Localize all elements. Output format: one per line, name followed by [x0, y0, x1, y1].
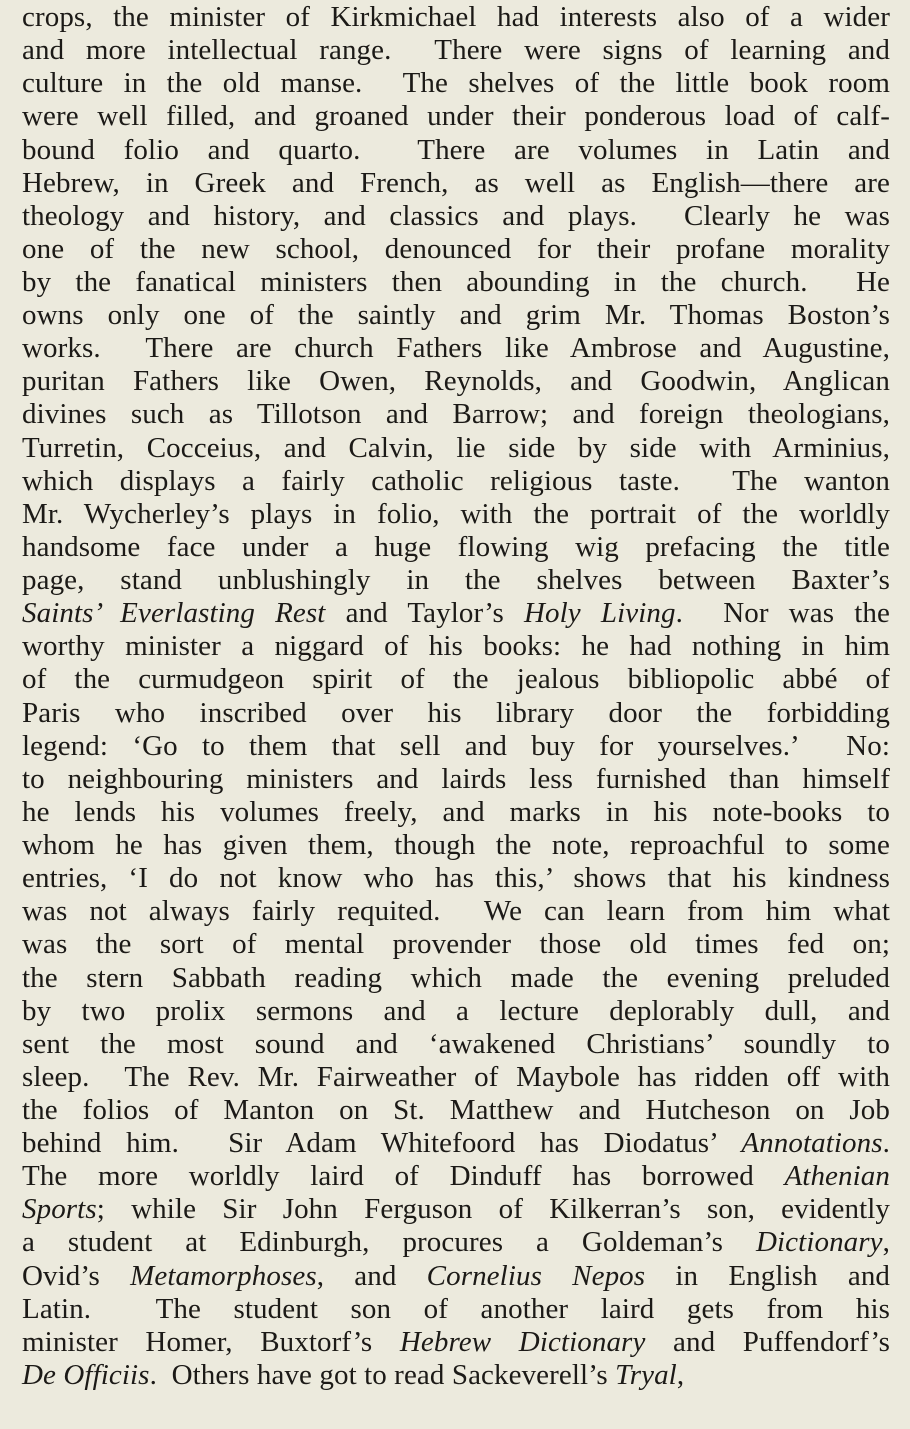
- text-run: in English and: [645, 1259, 891, 1292]
- text-line: [22, 928, 890, 961]
- text-run: was not always fairly requited. We can learn from him what: [22, 895, 890, 928]
- italic-title: Holy Living: [523, 597, 676, 630]
- text-line: [22, 697, 890, 730]
- italic-title: Saints’ Everlasting Rest: [22, 597, 326, 630]
- text-line: [22, 134, 890, 167]
- text-run: entries, ‘I do not know who has this,’ shows that his kindness: [22, 862, 890, 895]
- text-run: Mr. Wycherley’s plays in folio, with the portrait of the worldly: [22, 497, 890, 530]
- text-line: [22, 100, 890, 133]
- text-line: [22, 1193, 890, 1226]
- text-run: . Nor was the: [675, 597, 890, 630]
- italic-title: Hebrew Dictionary: [399, 1325, 646, 1358]
- italic-title: De Officiis: [22, 1358, 150, 1391]
- text-run: ,: [882, 1226, 890, 1259]
- text-line: [22, 663, 890, 696]
- text-line: [22, 531, 890, 564]
- text-line: [22, 862, 890, 895]
- text-run: behind him. Sir Adam Whitefoord has Diodatus’: [22, 1127, 742, 1160]
- text-line: [22, 1160, 890, 1193]
- text-run: .: [882, 1127, 890, 1160]
- text-run: legend: ‘Go to them that sell and buy for yourselves.’ No:: [22, 729, 890, 762]
- text-run: Turretin, Cocceius, and Calvin, lie side by side with Arminius,: [22, 431, 890, 464]
- text-run: to neighbouring ministers and lairds less furnished than himself: [22, 762, 890, 795]
- text-line: [22, 1226, 890, 1259]
- text-line: [22, 299, 890, 332]
- text-run: works. There are church Fathers like Ambrose and Augustine,: [22, 332, 890, 365]
- text-line: [22, 1359, 890, 1392]
- text-run: Paris who inscribed over his library door the forbidding: [22, 696, 890, 729]
- italic-title: Cornelius Nepos: [426, 1259, 646, 1292]
- text-run: worthy minister a niggard of his books: he had nothing in him: [22, 630, 890, 663]
- italic-title: Sports: [22, 1193, 97, 1226]
- text-line: [22, 200, 890, 233]
- text-line: [22, 1260, 890, 1293]
- text-line: [22, 829, 890, 862]
- text-line: [22, 895, 890, 928]
- text-run: divines such as Tillotson and Barrow; and foreign theologians,: [22, 398, 890, 431]
- italic-title: Athenian: [784, 1160, 890, 1193]
- text-run: Latin. The student son of another laird gets from his: [22, 1292, 890, 1325]
- text-run: handsome face under a huge flowing wig prefacing the title: [22, 530, 890, 563]
- text-line: [22, 398, 890, 431]
- text-run: minister Homer, Buxtorf’s: [22, 1325, 400, 1358]
- text-run: one of the new school, denounced for their profane morality: [22, 232, 890, 265]
- text-line: [22, 167, 890, 200]
- text-line: [22, 564, 890, 597]
- text-run: crops, the minister of Kirkmichael had interests also of a wider: [22, 1, 890, 33]
- text-line: [22, 630, 890, 663]
- text-line: [22, 465, 890, 498]
- italic-title: Dictionary: [755, 1226, 883, 1259]
- text-run: owns only one of the saintly and grim Mr. Thomas Boston’s: [22, 299, 890, 332]
- text-line: [22, 1326, 890, 1359]
- text-line: [22, 597, 890, 630]
- text-line: [22, 365, 890, 398]
- text-line: [22, 1, 890, 34]
- text-line: [22, 763, 890, 796]
- text-run: puritan Fathers like Owen, Reynolds, and Goodwin, Anglican: [22, 365, 890, 398]
- text-line: [22, 498, 890, 531]
- text-run: theology and history, and classics and plays. Clearly he was: [22, 199, 890, 232]
- text-run: the folios of Manton on St. Matthew and Hutcheson on Job: [22, 1094, 890, 1126]
- text-line: [22, 730, 890, 763]
- text-run: he lends his volumes freely, and marks in his note-books to: [22, 795, 890, 828]
- text-line: [22, 233, 890, 266]
- text-run: Ovid’s: [22, 1259, 131, 1292]
- text-run: ; while Sir John Ferguson of Kilkerran’s son, evidently: [96, 1193, 890, 1226]
- text-line: [22, 1293, 890, 1326]
- text-run: and Taylor’s: [325, 597, 524, 630]
- text-run: a student at Edinburgh, procures a Goldeman’s: [22, 1226, 756, 1259]
- text-run: culture in the old manse. The shelves of the little book room: [22, 67, 890, 100]
- text-line: [22, 1127, 890, 1160]
- text-line: [22, 67, 890, 100]
- text-run: and more intellectual range. There were signs of learning and: [22, 34, 890, 67]
- text-run: . Others have got to read Sackeverell’s: [149, 1358, 616, 1391]
- text-run: sleep. The Rev. Mr. Fairweather of Maybole has ridden off with: [22, 1060, 890, 1093]
- text-line: [22, 796, 890, 829]
- italic-title: Annotations: [741, 1127, 883, 1160]
- text-run: were well filled, and groaned under their ponderous load of calf-: [22, 100, 890, 133]
- text-line: [22, 1061, 890, 1094]
- text-run: , and: [316, 1259, 427, 1292]
- text-run: Hebrew, in Greek and French, as well as English—there are: [22, 166, 890, 199]
- text-line: [22, 995, 890, 1028]
- text-line: [22, 34, 890, 67]
- text-run: by the fanatical ministers then abounding in the church. He: [22, 266, 890, 298]
- text-run: page, stand unblushingly in the shelves between Baxter’s: [22, 564, 890, 596]
- text-run: bound folio and quarto. There are volumes in Latin and: [22, 133, 890, 166]
- text-run: of the curmudgeon spirit of the jealous bibliopolic abbé of: [22, 663, 890, 696]
- text-line: [22, 962, 890, 995]
- text-run: whom he has given them, though the note, reproachful to some: [22, 829, 890, 861]
- text-run: by two prolix sermons and a lecture deplorably dull, and: [22, 994, 890, 1027]
- text-line: [22, 432, 890, 465]
- text-run: and Puffendorf’s: [645, 1325, 890, 1358]
- text-run: the stern Sabbath reading which made the evening preluded: [22, 961, 890, 994]
- text-run: ,: [676, 1358, 685, 1391]
- text-run: sent the most sound and ‘awakened Christians’ soundly to: [22, 1027, 890, 1060]
- text-line: [22, 1094, 890, 1127]
- italic-title: Tryal: [615, 1358, 677, 1391]
- text-run: The more worldly laird of Dinduff has borrowed: [22, 1160, 785, 1193]
- text-run: was the sort of mental provender those old times fed on;: [22, 928, 890, 961]
- text-run: which displays a fairly catholic religious taste. The wanton: [22, 464, 890, 497]
- text-line: [22, 1028, 890, 1061]
- text-line: [22, 266, 890, 299]
- text-line: [22, 332, 890, 365]
- italic-title: Metamorphoses: [130, 1259, 317, 1292]
